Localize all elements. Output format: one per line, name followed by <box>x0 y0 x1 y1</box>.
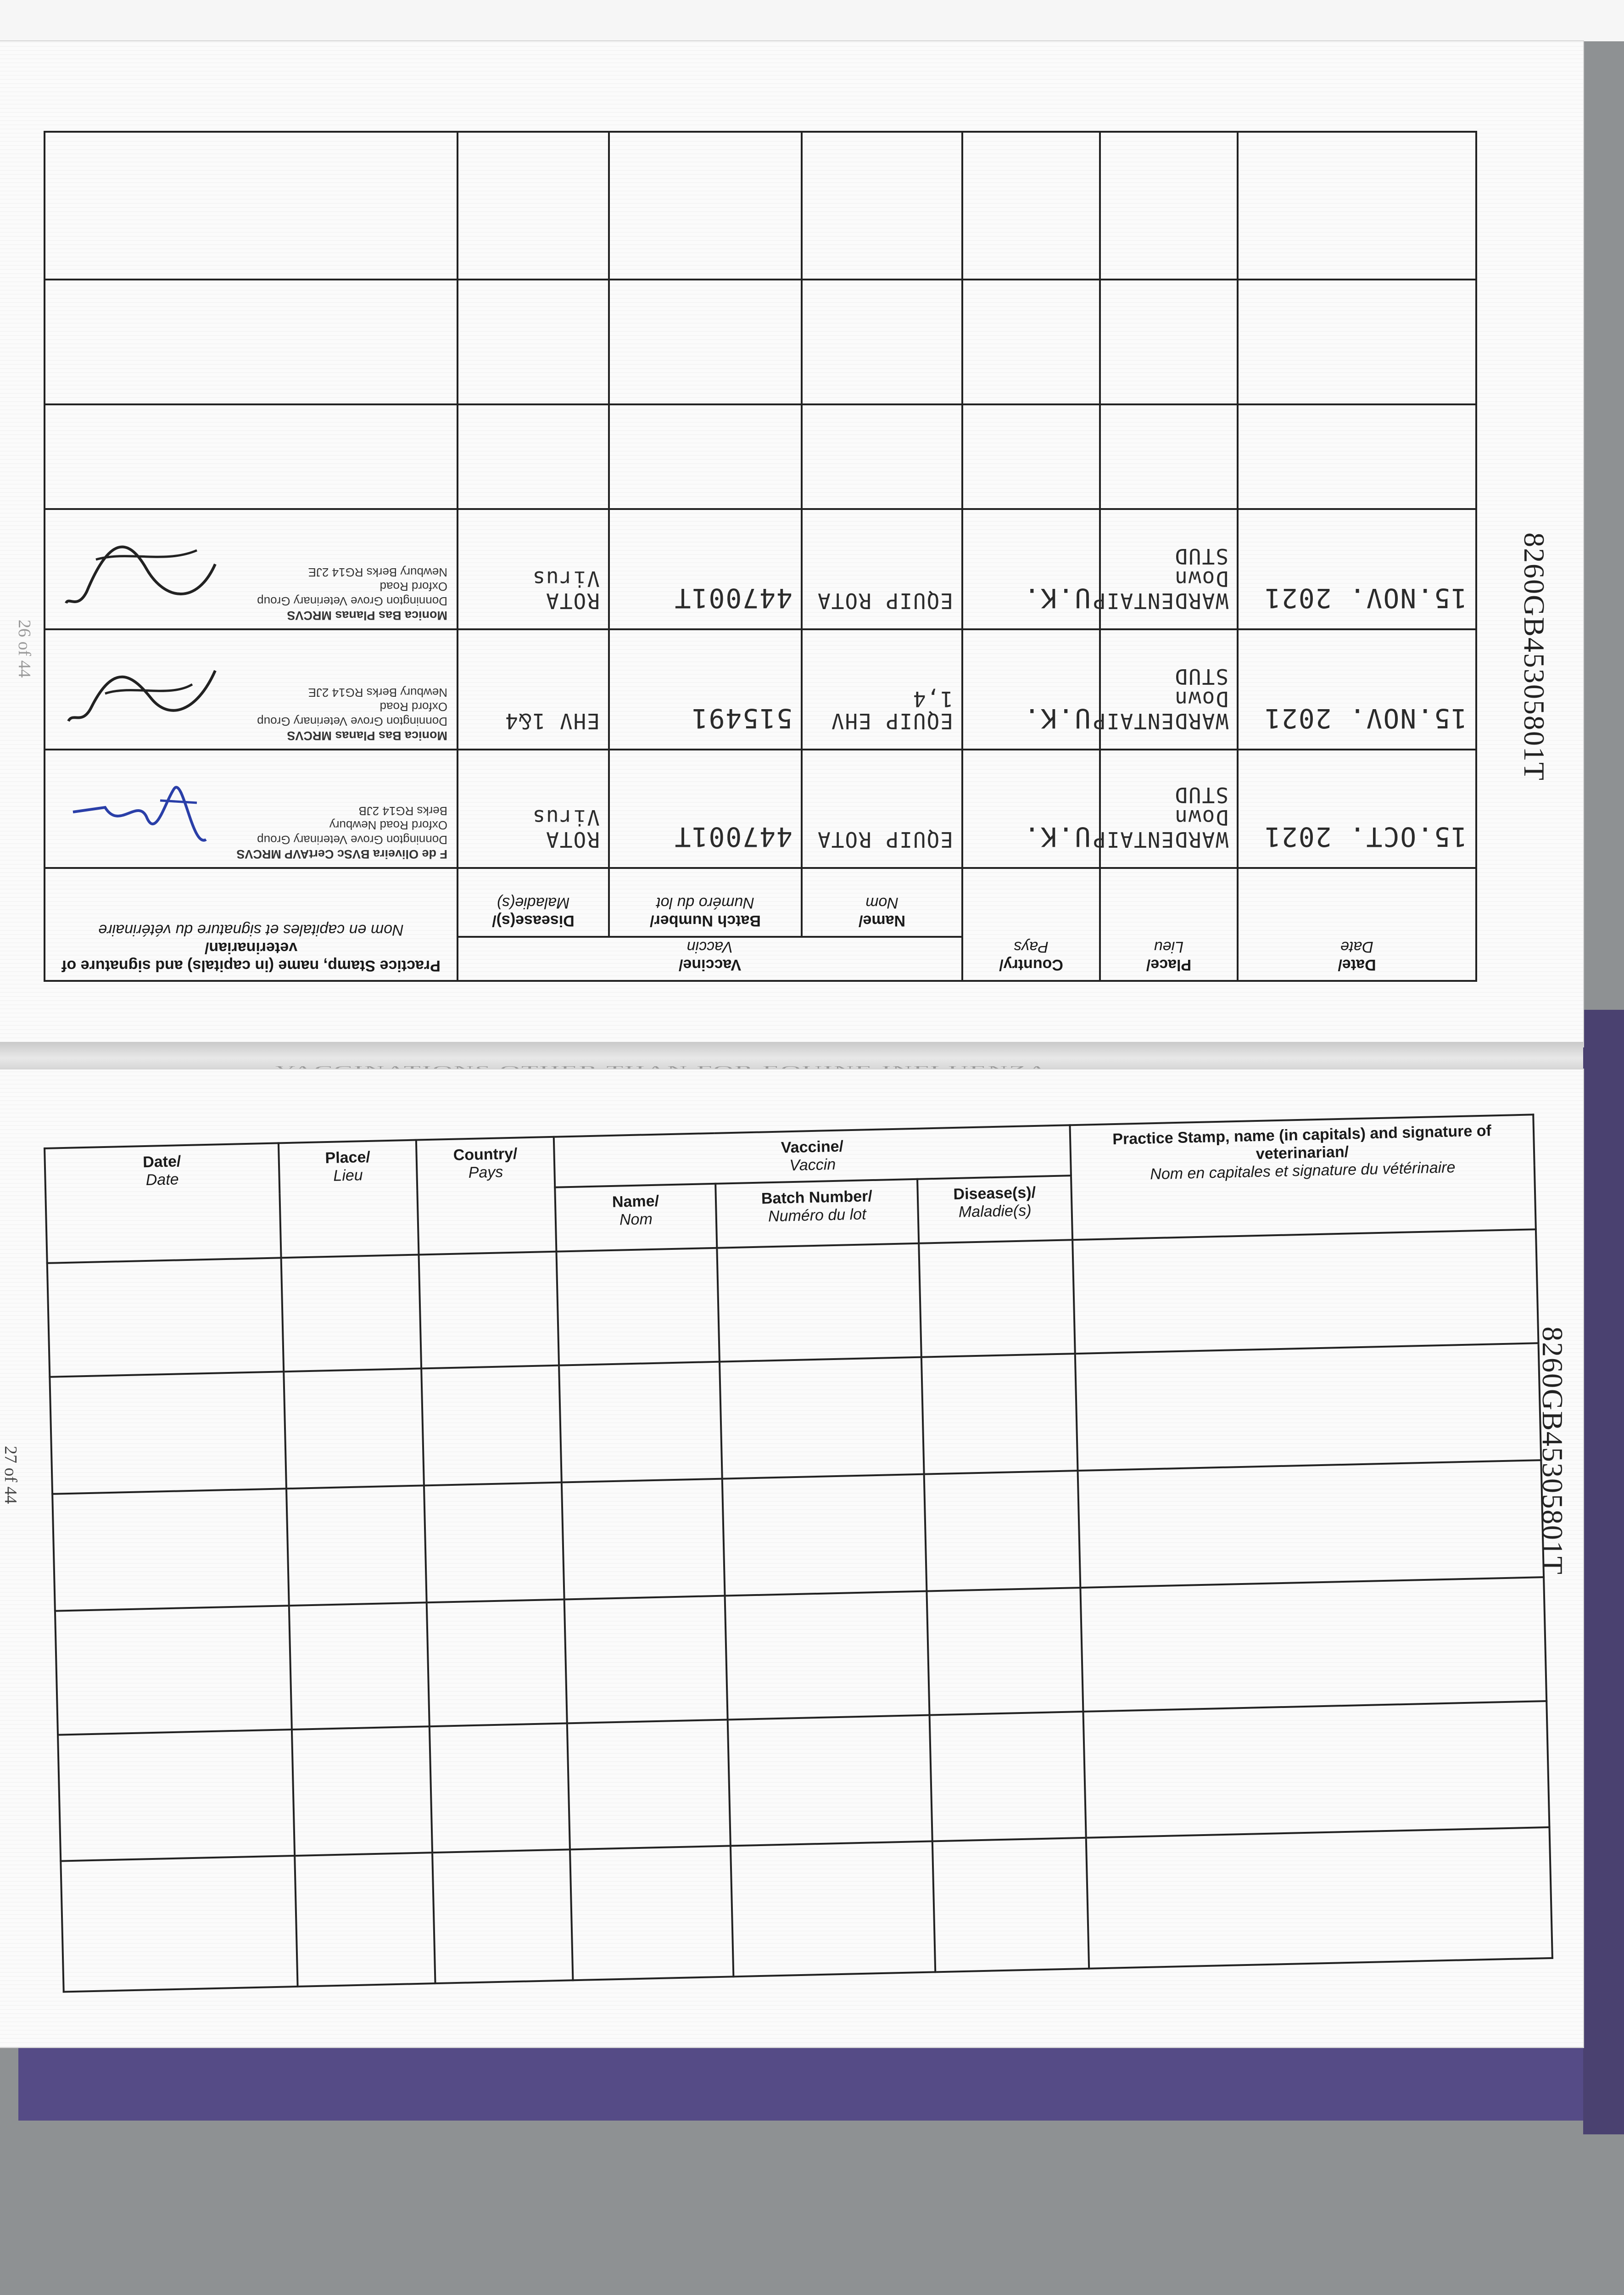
entry-stamp <box>45 509 458 629</box>
practice-stamp: F de Oliveira BVSc CertAVP MRCVS Donnington Grove Veterinary Group Oxford Road Newbury Berks RG14 2JB <box>236 804 447 861</box>
practice-stamp: Monica Bas Planas MRCVS Donnington Grove Veterinary Group Oxford Road Newbury Berks RG14 2JE <box>257 686 447 743</box>
header-date: Date/ Date <box>45 1143 281 1263</box>
entry-vaccine-name: EQUIP ROTA <box>802 750 962 868</box>
entry-batch: 447001T <box>609 750 802 868</box>
header-vaccine: Vaccine/ Vaccin <box>458 937 962 981</box>
table-row <box>45 629 1476 750</box>
signature-image <box>59 527 224 619</box>
table-row <box>45 132 1476 280</box>
entry-country: U.K. <box>962 629 1100 750</box>
entry-batch: 447001T <box>609 509 802 629</box>
signature-image <box>59 648 224 739</box>
header-name: Name/ Nom <box>802 868 962 937</box>
header-place: Place/ Lieu <box>279 1140 419 1258</box>
header-batch: Batch Number/ Numéro du lot <box>609 868 802 937</box>
entry-country: U.K. <box>962 750 1100 868</box>
scan-margin <box>0 0 1624 41</box>
header-country: Country/ Pays <box>962 868 1100 981</box>
passport-cover-edge <box>1583 1010 1624 2134</box>
header-disease: Disease(s)/ Maladie(s) <box>458 868 609 937</box>
entry-vaccine-name: EQUIP EHV 1,4 <box>802 629 962 750</box>
header-country: Country/ Pays <box>416 1137 557 1255</box>
header-date: Date/ Date <box>1238 868 1476 981</box>
table-header-row <box>45 937 1476 981</box>
table-row <box>45 509 1476 629</box>
entry-place: WARDENTAIP Down STUD <box>1100 750 1238 868</box>
entry-disease: ROTA Virus <box>458 750 609 868</box>
entry-date: 15.NOV. 2021 <box>1238 509 1476 629</box>
entry-date: 15.NOV. 2021 <box>1238 629 1476 750</box>
signature-image <box>59 766 224 858</box>
passport-id-upper: 8260GB453058​01T <box>1518 532 1551 781</box>
header-vaccine: Vaccine/ Vaccin <box>554 1125 1071 1187</box>
entry-stamp <box>45 750 458 868</box>
header-place: Place/ Lieu <box>1100 868 1238 981</box>
header-disease: Disease(s)/ Maladie(s) <box>917 1175 1072 1243</box>
entry-date: 15.OCT. 2021 <box>1238 750 1476 868</box>
vaccination-table-lower <box>44 1114 1553 1993</box>
passport-id-lower: 8260GB453058​01T <box>1536 1327 1569 1575</box>
table-row <box>45 280 1476 404</box>
header-practice-stamp: Practice Stamp, name (in capitals) and signature of veterinarian/ Nom en capitales et signature du vétérinaire <box>45 868 458 981</box>
table-row <box>45 750 1476 868</box>
entry-stamp <box>45 629 458 750</box>
header-batch: Batch Number/ Numéro du lot <box>715 1179 919 1248</box>
page-number-upper: 26 of 44 <box>15 620 34 678</box>
header-name: Name/ Nom <box>555 1184 717 1252</box>
table-row <box>45 404 1476 509</box>
entry-batch: 515491 <box>609 629 802 750</box>
vaccination-table-upper <box>44 131 1477 982</box>
entry-disease: ROTA Virus <box>458 509 609 629</box>
page-number-lower: 27 of 44 <box>1 1446 20 1504</box>
entry-vaccine-name: EQUIP ROTA <box>802 509 962 629</box>
entry-country: U.K. <box>962 509 1100 629</box>
entry-place: WARDENTAIP Down STUD <box>1100 629 1238 750</box>
entry-disease: EHV 1&4 <box>458 629 609 750</box>
practice-stamp: Monica Bas Planas MRCVS Donnington Grove Veterinary Group Oxford Road Newbury Berks RG14 2JE <box>257 565 447 622</box>
header-practice-stamp: Practice Stamp, name (in capitals) and signature of veterinarian/ Nom en capitales et signature du vétérinaire <box>1070 1114 1535 1240</box>
entry-place: WARDENTAIP Down STUD <box>1100 509 1238 629</box>
